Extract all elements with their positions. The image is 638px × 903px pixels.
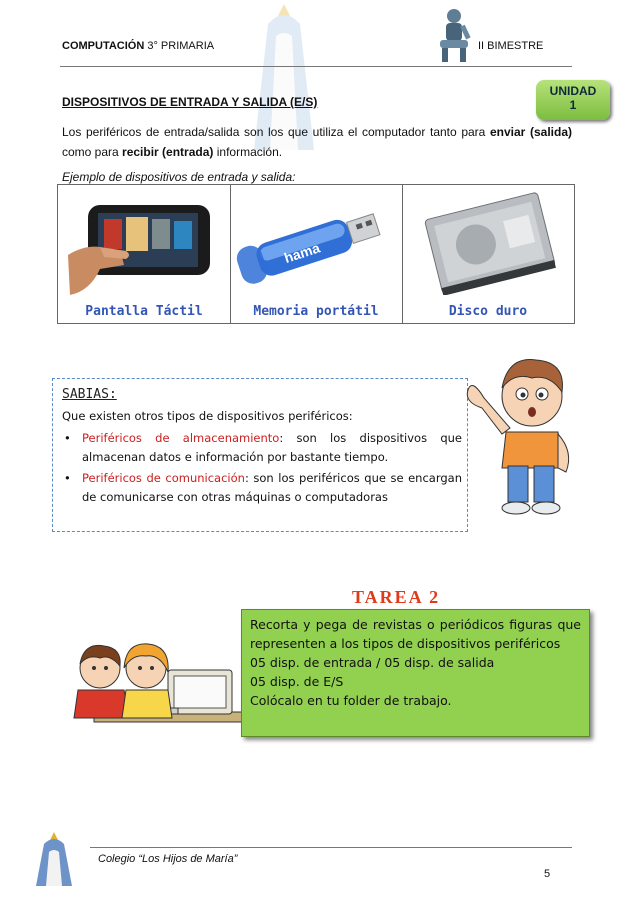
header-divider bbox=[60, 66, 572, 67]
task-instructions-box bbox=[241, 609, 590, 737]
kids-at-computer-illustration bbox=[64, 634, 248, 746]
usb-brand-label: hama bbox=[282, 239, 322, 266]
list-item: • Periféricos de comunicación: son los periféricos que se encargan de comunicarse con otras máquinas o computadoras bbox=[64, 471, 462, 504]
task-line: 05 disp. de E/S bbox=[250, 674, 344, 689]
sabias-intro: Que existen otros tipos de dispositivos periféricos: bbox=[62, 409, 353, 423]
header-subject: COMPUTACIÓN 3° PRIMARIA bbox=[62, 40, 215, 52]
hard-disk-icon bbox=[420, 191, 560, 295]
section-title: DISPOSITIVOS DE ENTRADA Y SALIDA (E/S) bbox=[62, 95, 318, 109]
example-label: Ejemplo de dispositivos de entrada y salida: bbox=[62, 170, 296, 184]
intro-paragraph: Los periféricos de entrada/salida son los que utiliza el computador tanto para enviar (salida) como para recibir (entrada) información. bbox=[62, 125, 572, 159]
sabias-title: SABIAS: bbox=[62, 387, 117, 402]
device-caption: Memoria portátil bbox=[253, 304, 379, 319]
page-number: 5 bbox=[544, 868, 551, 880]
sabias-list bbox=[62, 429, 462, 509]
device-caption: Pantalla Táctil bbox=[85, 304, 203, 319]
footer-divider bbox=[90, 847, 572, 848]
robot-thinker-icon bbox=[432, 6, 476, 64]
device-cell-usb bbox=[230, 185, 403, 323]
task-line: Colócalo en tu folder de trabajo. bbox=[250, 693, 452, 708]
sabias-box bbox=[52, 378, 468, 532]
touchscreen-phone-icon bbox=[66, 199, 216, 297]
unit-badge: UNIDAD 1 bbox=[536, 80, 610, 120]
tarea-title: TAREA 2 bbox=[352, 587, 441, 607]
devices-table bbox=[57, 184, 575, 324]
cartoon-boy-illustration bbox=[462, 348, 592, 518]
list-item: • Periféricos de almacenamiento: son los dispositivos que almacenan datos e información por bastante tiempo. bbox=[64, 431, 462, 464]
task-line: 05 disp. de entrada / 05 disp. de salida bbox=[250, 655, 495, 670]
device-cell-touchscreen bbox=[58, 185, 231, 323]
device-caption: Disco duro bbox=[448, 304, 528, 319]
header-term: II BIMESTRE bbox=[478, 40, 544, 52]
footer-school: Colegio “Los Hijos de María” bbox=[98, 853, 238, 865]
virgin-mary-footer-icon bbox=[32, 830, 76, 886]
device-cell-hdd bbox=[402, 185, 574, 323]
usb-drive-icon bbox=[234, 195, 398, 295]
task-line: Recorta y pega de revistas o periódicos figuras que representen a los tipos de dispositivos periféricos bbox=[250, 617, 581, 651]
